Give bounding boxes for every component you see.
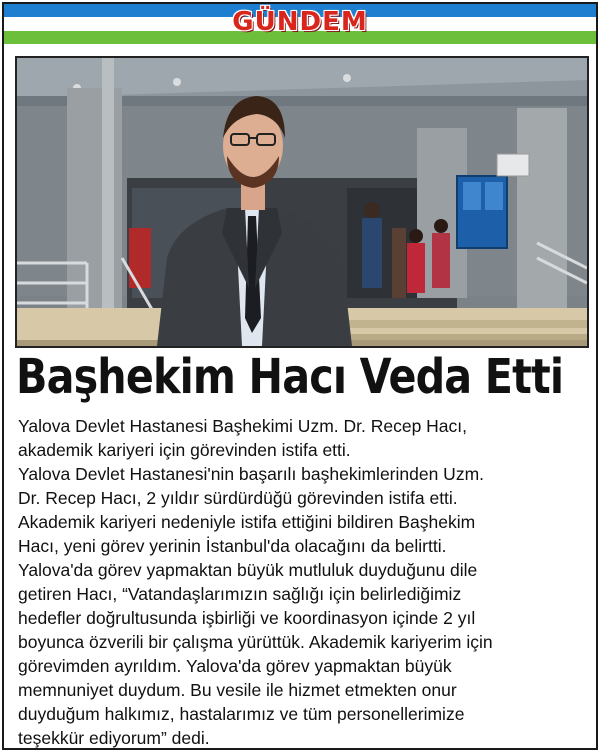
body-line: görevimden ayrıldım. Yalova'da görev yapmaktan büyük [18,656,452,676]
body-line: teşekkür ediyorum” dedi. [18,728,210,748]
body-line: Yalova Devlet Hastanesi'nin başarılı başhekimlerinden Uzm. [18,464,485,484]
body-line: Dr. Recep Hacı, 2 yıldır sürdürdüğü görevinden istifa etti. [18,488,458,508]
article-photo [15,56,589,348]
body-line: akademik kariyeri için görevinden istifa etti. [18,440,351,460]
section-band [4,4,596,44]
section-label: GÜNDEM [232,7,368,37]
article-body [18,414,590,750]
body-line: Yalova Devlet Hastanesi Başhekimi Uzm. Dr. Recep Hacı, [18,416,468,436]
body-line: Yalova'da görev yapmaktan büyük mutluluk duyduğunu dile [18,560,478,580]
body-line: Hacı, yeni görev yerinin İstanbul'da olacağını da belirtti. [18,536,447,556]
news-clipping [2,2,598,750]
body-line: Akademik kariyeri nedeniyle istifa ettiğini bildiren Başhekim [18,512,476,532]
body-line: hedefler doğrultusunda işbirliği ve koordinasyon içinde 2 yıl [18,608,476,628]
body-line: memnuniyet duydum. Bu vesile ile hizmet etmekten onur [18,680,457,700]
body-line: duyduğum halkımız, hastalarımız ve tüm personellerimize [18,704,465,724]
body-line: getiren Hacı, “Vatandaşlarımızın sağlığı için belirlediğimiz [18,584,462,604]
headline: Başhekim Hacı Veda Etti [16,349,564,405]
photo-illustration [17,58,587,346]
body-line: boyunca özverili bir çalışma yürüttük. Akademik kariyerim için [18,632,493,652]
